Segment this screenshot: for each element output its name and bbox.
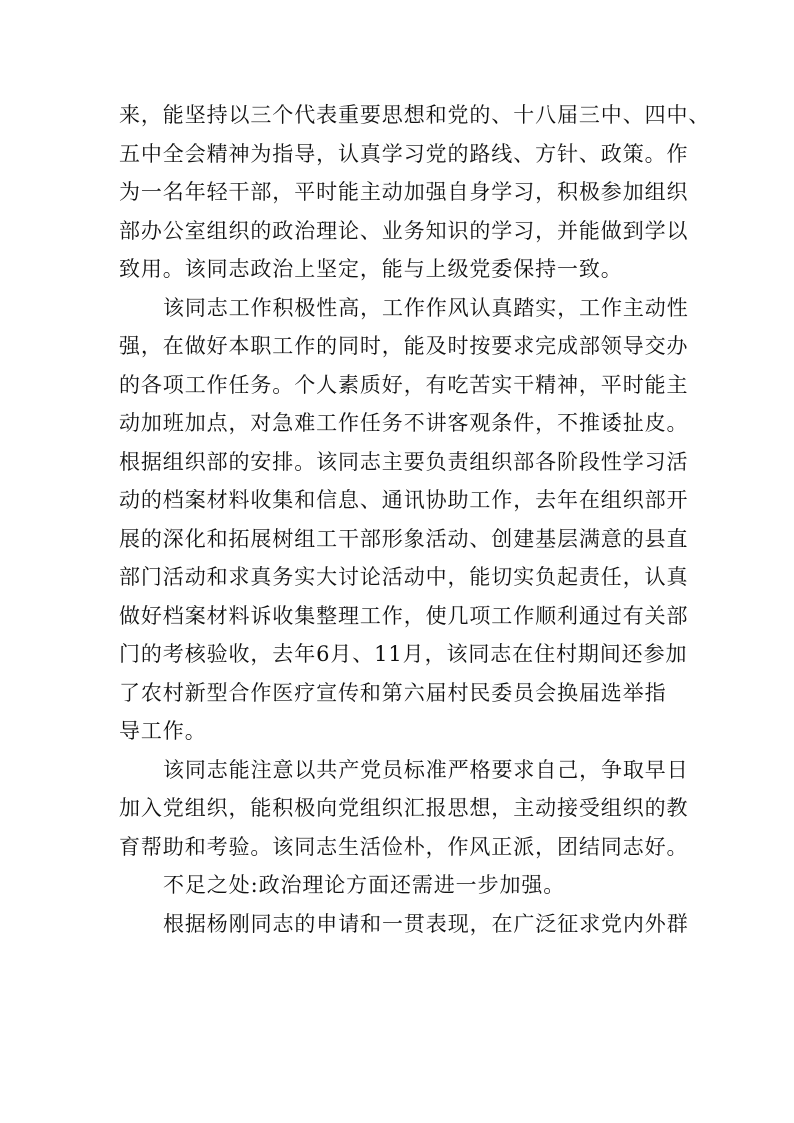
text-line: 致用。该同志政治上坚定，能与上级党委保持一致。: [119, 257, 623, 281]
text-line: 部门活动和求真务实大讨论活动中，能切实负起责任，认真: [119, 565, 689, 589]
text-line: 根据组织部的安排。该同志主要负责组织部各阶段性学习活: [119, 449, 689, 474]
paragraph-first-line: 该同志工作积极性高，工作作风认真踏实，工作主动性: [163, 295, 689, 320]
text-line: 的各项工作任务。个人素质好，有吃苦实干精神，平时能主: [119, 372, 689, 397]
text-line: 展的深化和拓展树组工干部形象活动、创建基层满意的县直: [119, 526, 689, 551]
text-line: 动加班加点，对急难工作任务不讲客观条件，不推诿扯皮。: [119, 411, 689, 435]
text-line: 五中全会精神为指导，认真学习党的路线、方针、政策。作: [119, 141, 689, 166]
text-line: 了农村新型合作医疗宣传和第六届村民委员会换届选举指: [119, 680, 667, 705]
document-body: [119, 96, 711, 943]
text-line: 导工作。: [119, 719, 207, 743]
text-line: 强，在做好本职工作的同时，能及时按要求完成部领导交办: [119, 334, 689, 358]
text-line: 加入党组织，能积极向党组织汇报思想，主动接受组织的教: [119, 796, 689, 820]
text-line: 动的档案材料收集和信息、通讯协助工作，去年在组织部开: [119, 488, 689, 512]
paragraph-first-line: 根据杨刚同志的申请和一贯表现，在广泛征求党内外群: [163, 911, 689, 936]
text-line: 部办公室组织的政治理论、业务知识的学习，并能做到学以: [119, 218, 689, 243]
text-line: 育帮助和考验。该同志生活俭朴，作风正派，团结同志好。: [119, 834, 689, 859]
paragraph-first-line: 不足之处:政治理论方面还需进一步加强。: [163, 873, 566, 897]
text-line: 来，能坚持以三个代表重要思想和党的、十八届三中、四中、: [119, 103, 711, 127]
text-line: 做好档案材料诉收集整理工作，使几项工作顺利通过有关部: [119, 603, 689, 628]
paragraph-first-line: 该同志能注意以共产党员标准严格要求自己，争取早日: [163, 757, 689, 782]
text-line: 门的考核验收，去年6月、11月，该同志在住村期间还参加: [119, 642, 688, 666]
text-line: 为一名年轻干部，平时能主动加强自身学习，积极参加组织: [119, 180, 689, 204]
